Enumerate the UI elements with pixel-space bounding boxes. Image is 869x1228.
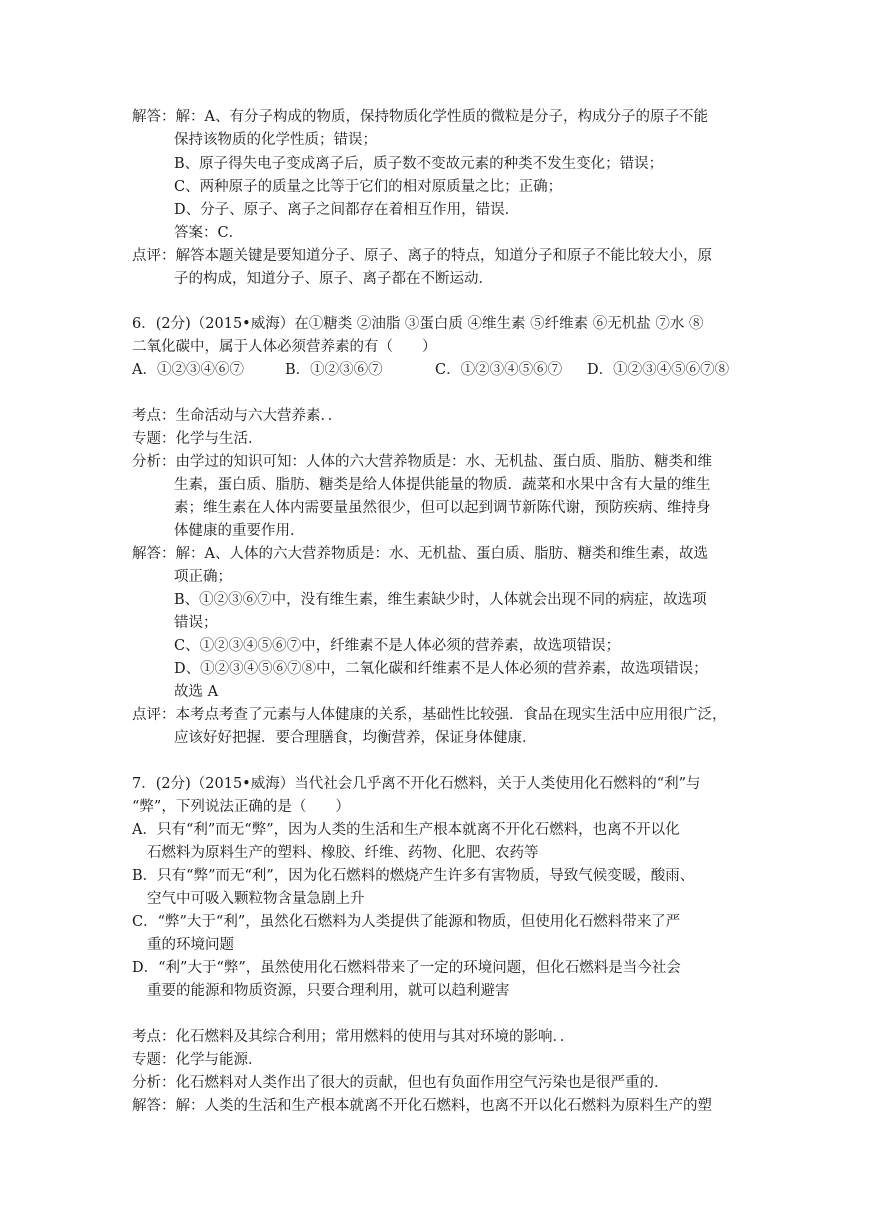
analysis-text: 化石燃料对人类作出了很大的贡献，但也有负面作用空气污染也是很严重的．	[175, 1075, 669, 1091]
question-stem: 二氧化碳中，属于人体必须营养素的有（ ）	[132, 339, 437, 355]
analysis-block	[132, 451, 712, 473]
answer-text: 项正确；	[174, 569, 232, 585]
option-a: A．①②③④⑥⑦	[132, 362, 244, 378]
option-b: B．①②③⑥⑦	[285, 362, 383, 378]
topic-label: 专题：	[132, 431, 176, 447]
point-label: 考点：	[132, 1029, 176, 1045]
answer-block	[132, 543, 708, 565]
analysis-text: 生素，蛋白质、脂肪、糖类是给人体提供能量的物质．蔬菜和水果中含有大量的维生	[174, 477, 711, 493]
topic-block	[132, 1049, 263, 1071]
point-text: 生命活动与六大营养素．．	[175, 408, 343, 424]
answer-text: B、①②③⑥⑦中，没有维生素，维生素缺少时，人体就会出现不同的病症，故选项	[174, 592, 707, 608]
comment-text: 应该好好把握．要合理膳食，均衡营养，保证身体健康．	[174, 730, 537, 746]
question-stem: 6．(2分)（2015•威海）在①糖类 ②油脂 ③蛋白质 ④维生素 ⑤纤维素 ⑥无机盐 ⑦水 ⑧	[132, 316, 704, 332]
option-c: C．“弊”大于“利”，虽然化石燃料为人类提供了能源和物质，但使用化石燃料带来了严	[132, 914, 681, 930]
comment-label: 点评：	[132, 707, 176, 723]
option-a: A．只有“利”而无“弊”，因为人类的生活和生产根本就离不开化石燃料，也离不开以化	[132, 822, 680, 838]
analysis-text: 素；维生素在人体内需要量虽然很少，但可以起到调节新陈代谢，预防疾病、维持身	[174, 500, 711, 516]
analysis-label: 分析：	[132, 454, 176, 470]
comment-text: 本考点考查了元素与人体健康的关系，基础性比较强．食品在现实生活中应用很广泛，	[175, 707, 727, 723]
topic-text: 化学与能源．	[175, 1052, 263, 1068]
answer-text: 错误；	[174, 615, 218, 631]
comment-block	[132, 704, 727, 726]
answer-final: 故选 A	[174, 684, 219, 700]
answer-label: 解答：	[132, 1098, 176, 1114]
point-text: 化石燃料及其综合利用；常用燃料的使用与其对环境的影响．．	[175, 1029, 575, 1045]
analysis-block	[132, 1072, 669, 1094]
question-stem: 7．(2分)（2015•威海）当代社会几乎离不开化石燃料，关于人类使用化石燃料的“利”与	[132, 776, 701, 792]
answer-text: 解：A、人体的六大营养物质是：水、无机盐、蛋白质、脂肪、糖类和维生素，故选	[175, 546, 708, 562]
question-stem: “弊”，下列说法正确的是（ ）	[132, 799, 350, 815]
comment-block	[132, 245, 712, 267]
analysis-text: 体健康的重要作用．	[174, 523, 305, 539]
option-c-cont: 重的环境问题	[147, 937, 234, 953]
analysis-text: 由学过的知识可知：人体的六大营养物质是：水、无机盐、蛋白质、脂肪、糖类和维	[175, 454, 712, 470]
comment-text: 解答本题关键是要知道分子、原子、离子的特点，知道分子和原子不能比较大小，原	[175, 248, 712, 264]
option-c: C．①②③④⑤⑥⑦	[435, 362, 563, 378]
answer-text: D、分子、原子、离子之间都存在着相互作用，错误．	[174, 202, 520, 218]
answer-text: 解：A、有分子构成的物质，保持物质化学性质的微粒是分子，构成分子的原子不能	[175, 109, 708, 125]
answer-text: C、①②③④⑤⑥⑦中，纤维素不是人体必须的营养素，故选项错误；	[174, 638, 621, 654]
answer-text: 保持该物质的化学性质；错误；	[174, 132, 377, 148]
option-a-cont: 石燃料为原料生产的塑料、橡胶、纤维、药物、化肥、农药等	[147, 845, 539, 861]
answer-text: D、①②③④⑤⑥⑦⑧中，二氧化碳和纤维素不是人体必须的营养素，故选项错误；	[174, 661, 708, 677]
answer-text: 解：人类的生活和生产根本就离不开化石燃料，也离不开以化石燃料为原料生产的塑	[175, 1098, 712, 1114]
answer-label: 解答：	[132, 109, 176, 125]
topic-block	[132, 428, 263, 450]
answer-text: B、原子得失电子变成离子后，质子数不变故元素的种类不发生变化；错误；	[174, 156, 664, 172]
option-d: D．①②③④⑤⑥⑦⑧	[587, 362, 730, 378]
point-label: 考点：	[132, 408, 176, 424]
comment-label: 点评：	[132, 248, 176, 264]
answer-final: 答案：C．	[174, 225, 244, 241]
point-block	[132, 1026, 574, 1048]
comment-text: 子的构成，知道分子、原子、离子都在不断运动．	[174, 271, 493, 287]
topic-label: 专题：	[132, 1052, 176, 1068]
answer-block	[132, 1095, 712, 1117]
option-b: B．只有“弊”而无“利”，因为化石燃料的燃烧产生许多有害物质，导致气候变暖，酸雨、	[132, 868, 695, 884]
option-d: D．“利”大于“弊”，虽然使用化石燃料带来了一定的环境问题，但化石燃料是当今社会	[132, 960, 681, 976]
option-d-cont: 重要的能源和物质资源，只要合理利用，就可以趋利避害	[147, 983, 510, 999]
option-b-cont: 空气中可吸入颗粒物含量急剧上升	[147, 891, 365, 907]
answer-text: C、两种原子的质量之比等于它们的相对原质量之比；正确；	[174, 179, 563, 195]
answer-block	[132, 106, 708, 128]
analysis-label: 分析：	[132, 1075, 176, 1091]
topic-text: 化学与生活．	[175, 431, 263, 447]
answer-label: 解答：	[132, 546, 176, 562]
point-block	[132, 405, 342, 427]
